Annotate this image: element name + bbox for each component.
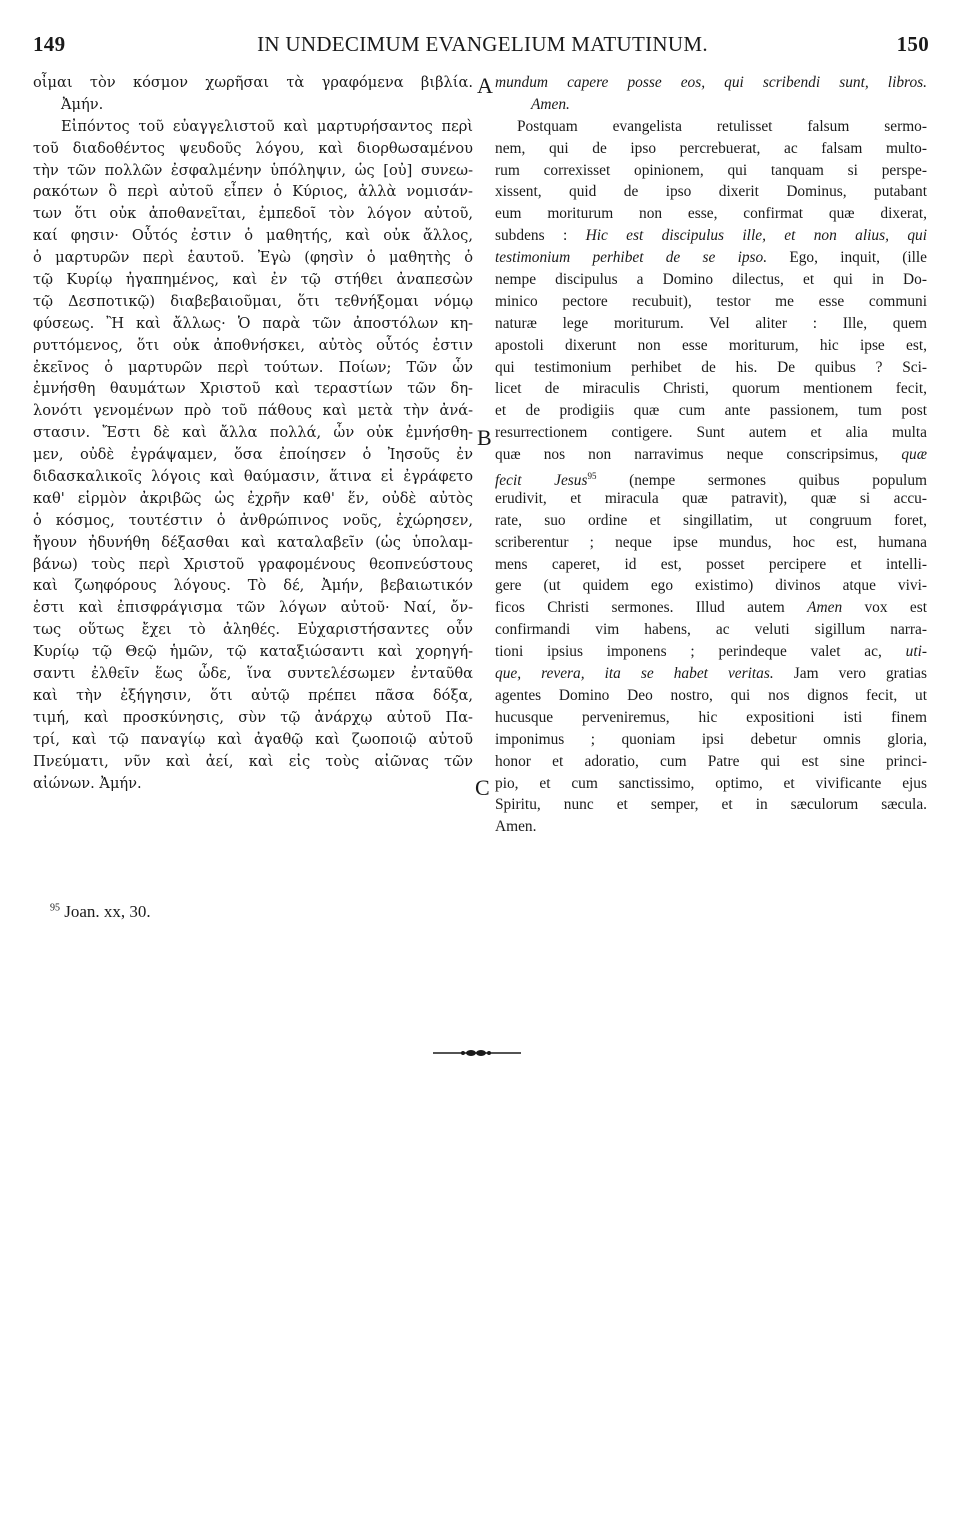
greek-line: τὴν τῶν πολλῶν ἐσφαλμένην ὑπόληψιν, ὡς [οὐ] συνεω- bbox=[33, 161, 473, 179]
latin-line: qui testimonium perhibet de his. De quibus ? Sci- bbox=[495, 358, 927, 376]
latin-line: nem, qui de ipso percrebuerat, ac falsam multo- bbox=[495, 139, 927, 157]
greek-line: τοῦ διαδοθέντος ψευδοῦς λόγου, καὶ διορθωσαμένου bbox=[33, 139, 473, 157]
latin-line: gere (ut quidem ego existimo) divinos atque vivi- bbox=[495, 577, 927, 595]
greek-line: λονότι γενομένων πρὸ τοῦ πάθους καὶ μετὰ τὴν ἀνά- bbox=[33, 402, 473, 420]
latin-line: rate, suo ordine et singillatim, ut congruum foret, bbox=[495, 511, 927, 529]
latin-line: agentes Domino Deo nostro, qui nos dignos fecit, ut bbox=[495, 686, 927, 704]
scripture-quote: Hic est discipulus ille, et non alius, qui bbox=[585, 227, 927, 245]
latin-line: resurrectionem contigere. Sunt autem et alia multa bbox=[495, 424, 927, 442]
footnote-ref: 95 bbox=[587, 471, 597, 482]
latin-text: vox est bbox=[842, 599, 927, 617]
greek-line: καὶ ζωηφόρους λόγους. Τὸ δέ, Ἀμήν, βεβαιωτικόν bbox=[33, 577, 473, 595]
latin-line: xissent, quid de ipso dixerit Dominus, putabant bbox=[495, 183, 927, 201]
latin-line: confirmandi vim habens, ac veluti sigillum narra- bbox=[495, 621, 927, 639]
greek-line: ρυττόμενος, ὅτι οὐκ ἀποθνήσκει, αὐτὸς οὗτός ἐστιν bbox=[33, 336, 473, 354]
greek-line: τῷ Κυρίῳ ἠγαπημένος, καὶ ἐν τῷ στήθει ἀναπεσὼν bbox=[33, 271, 473, 289]
latin-line: mens caperet, id est, posset percipere et intelli- bbox=[495, 555, 927, 573]
greek-line: καθ' εἱρμὸν ἀκριβῶς ὡς ἐχρῆν καθ' ἕν, οὐδὲ αὐτὸς bbox=[33, 489, 473, 507]
footnote-text: Joan. xx, 30. bbox=[60, 902, 151, 921]
greek-line: ὁ κόσμος, τουτέστιν ὁ ἀνθρώπινος νοῦς, ἐχώρησεν, bbox=[33, 511, 473, 529]
greek-line: βάνω) τοὺς περὶ Χριστοῦ γραφομένους θεοπνεύστους bbox=[33, 555, 473, 573]
scripture-quote: testimonium perhibet de se ipso. bbox=[495, 249, 768, 267]
column-marker-a: A bbox=[477, 73, 493, 98]
greek-line: Εἰπόντος τοῦ εὐαγγελιστοῦ καὶ μαρτυρήσαντος περὶ bbox=[61, 117, 473, 135]
latin-line: rum correxisset opinionem, qui tanquam si perspe- bbox=[495, 161, 927, 179]
greek-line: οἶμαι τὸν κόσμον χωρῆσαι τὰ γραφόμενα βιβλία. bbox=[33, 74, 473, 91]
latin-column bbox=[495, 72, 927, 838]
greek-line: σαντι ἐλθεῖν ἕως ὧδε, ἵνα συντελέσωμεν ἐνταῦθα bbox=[33, 665, 473, 683]
greek-line: ἤγουν ἠδυνήθη δέξασθαι καὶ καταλαβεῖν (ὡς ὑπολαμ- bbox=[33, 533, 473, 551]
greek-line: ἐκεῖνος ὁ μαρτυρῶν περὶ τούτων. Ποίων; Τῶν ὧν bbox=[33, 358, 473, 376]
scripture-quote: quæ bbox=[901, 446, 927, 464]
greek-line: τρί, καὶ τῷ παναγίῳ καὶ ἀγαθῷ καὶ ζωοποιῷ αὐτοῦ bbox=[33, 730, 473, 748]
greek-line: μεν, οὐδὲ ἐγράψαμεν, ὅσα ἐποίησεν ὁ Ἰησοῦς ἐν bbox=[33, 446, 473, 464]
greek-line: ἐστι καὶ ἐπισφράγισμα τῶν λόγων αὐτοῦ· Ναί, ὄν- bbox=[33, 599, 473, 617]
greek-line: διδασκαλικοῖς λόγοις καὶ θαύμασιν, ἅτινα εἰ ἐγράφετο bbox=[33, 468, 473, 486]
greek-line: τως οὕτως ἔχει τὸ ἀληθές. Εὐχαριστήσαντες οὖν bbox=[33, 621, 473, 639]
scripture-quote: fecit Jesus bbox=[495, 472, 588, 490]
ornament-divider-icon bbox=[433, 1049, 521, 1057]
scripture-quote: uti- bbox=[905, 643, 927, 661]
latin-line: scriberentur ; neque ipse mundus, hoc est, humana bbox=[495, 533, 927, 551]
column-marker-b: B bbox=[477, 425, 492, 450]
page-number-right: 150 bbox=[896, 32, 929, 56]
latin-text: quæ nos non narravimus neque conscripsimus, bbox=[495, 446, 902, 464]
latin-line bbox=[495, 247, 927, 269]
greek-line: τῷ Δεσποτικῷ) διαβεβαιοῦμαι, ὅτι τεθνήξομαι νόμῳ bbox=[33, 292, 473, 310]
latin-line bbox=[495, 466, 927, 488]
latin-line: minico pectore recubuit), testor me esse communi bbox=[495, 292, 927, 310]
latin-line: et de prodigiis quæ cum ante passionem, tum post bbox=[495, 402, 927, 420]
latin-line: apostoli dixerunt non esse moriturum, hic ipse est, bbox=[495, 336, 927, 354]
latin-text: tioni ipsius imponens ; perindeque valet ac, bbox=[495, 643, 906, 661]
footnote bbox=[50, 902, 151, 922]
latin-line bbox=[495, 597, 927, 619]
latin-line: naturæ lege moriturum. Vel aliter : Ille, quem bbox=[495, 314, 927, 332]
scripture-quote: Amen bbox=[807, 599, 843, 617]
greek-line: φύσεως. Ἢ καὶ ἄλλως· Ὁ παρὰ τῶν ἀποστόλων κη- bbox=[33, 314, 473, 332]
column-marker-c: C bbox=[475, 775, 490, 800]
greek-line: των ὅτι οὐκ ἀποθανεῖται, ἐμπεδοῖ τὸν λόγον αὐτοῦ, bbox=[33, 205, 473, 223]
greek-line: Κυρίῳ τῷ Θεῷ ἡμῶν, τῷ καταξιώσαντι καὶ χορηγή- bbox=[33, 643, 473, 661]
greek-line: στασιν. Ἔστι δὲ καὶ ἄλλα πολλά, ὧν οὐκ ἐμνήσθη- bbox=[33, 424, 473, 442]
latin-line: imponimus ; quoniam ipsi debetur omnis gloria, bbox=[495, 730, 927, 748]
latin-line bbox=[495, 663, 927, 685]
latin-text: Ego, inquit, (ille bbox=[767, 249, 927, 267]
greek-column bbox=[33, 72, 473, 794]
latin-text: (nempe sermones quibus populum bbox=[596, 472, 927, 490]
latin-line: eum moriturum non esse, confirmat quæ dixerat, bbox=[495, 205, 927, 223]
greek-line: ρακότων ὃ περὶ αὐτοῦ εἶπεν ὁ Κύριος, ἀλλὰ νομισάν- bbox=[33, 183, 473, 201]
latin-text: Jam vero gratias bbox=[773, 665, 927, 683]
latin-line: hucusque perveniremus, hic expositioni isti finem bbox=[495, 708, 927, 726]
greek-line: αἰώνων. Ἀμήν. bbox=[33, 774, 142, 792]
greek-line: καὶ τὴν ἐξήγησιν, ὅτι αὐτῷ πρέπει πᾶσα δόξα, bbox=[33, 686, 473, 704]
latin-line bbox=[495, 641, 927, 663]
greek-line: τιμή, καὶ προσκύνησις, σὺν τῷ ἀνάρχῳ αὐτοῦ Πα- bbox=[33, 708, 473, 726]
latin-line: honor et adoratio, cum Patre qui est sine princi- bbox=[495, 752, 927, 770]
greek-line: Ἀμήν. bbox=[61, 95, 104, 113]
latin-line: pio, et cum sanctissimo, optimo, et vivificante ejus bbox=[495, 774, 927, 792]
latin-line: Amen. bbox=[495, 818, 537, 836]
latin-line: nempe discipulus a Domino dilectus, et qui in Do- bbox=[495, 271, 927, 289]
footnote-number: 95 bbox=[50, 902, 60, 914]
greek-line: ὁ μαρτυρῶν περὶ ἑαυτοῦ. Ἐγὼ (φησὶν ὁ μαθητὴς ὁ bbox=[33, 249, 473, 267]
latin-text: ficos Christi sermones. Illud autem bbox=[495, 599, 808, 617]
latin-text: subdens : bbox=[495, 227, 586, 245]
latin-line: Spiritu, nunc et semper, et in sæculorum sæcula. bbox=[495, 796, 927, 814]
greek-line: ἐμνήσθη θαυμάτων Χριστοῦ καὶ τεραστίων τῶν δη- bbox=[33, 380, 473, 398]
latin-line bbox=[495, 225, 927, 247]
latin-line bbox=[495, 444, 927, 466]
latin-line: licet de miraculis Christi, quorum mentionem fecit, bbox=[495, 380, 927, 398]
latin-line: mundum capere posse eos, qui scribendi sunt, libros. bbox=[495, 74, 927, 91]
latin-line: Postquam evangelista retulisset falsum sermo- bbox=[517, 117, 927, 135]
page-number-left: 149 bbox=[33, 32, 66, 56]
running-title: IN UNDECIMUM EVANGELIUM MATUTINUM. bbox=[257, 32, 708, 56]
scripture-quote: que, revera, ita se habet veritas. bbox=[495, 665, 774, 683]
latin-line: erudivit, et miracula quæ patravit), quæ si accu- bbox=[495, 489, 927, 507]
greek-line: καί φησιν· Οὗτός ἐστιν ὁ μαθητής, καὶ οὐκ ἄλλος, bbox=[33, 227, 473, 245]
latin-line: Amen. bbox=[531, 95, 570, 113]
greek-line: Πνεύματι, νῦν καὶ ἀεί, καὶ εἰς τοὺς αἰῶνας τῶν bbox=[33, 752, 473, 770]
